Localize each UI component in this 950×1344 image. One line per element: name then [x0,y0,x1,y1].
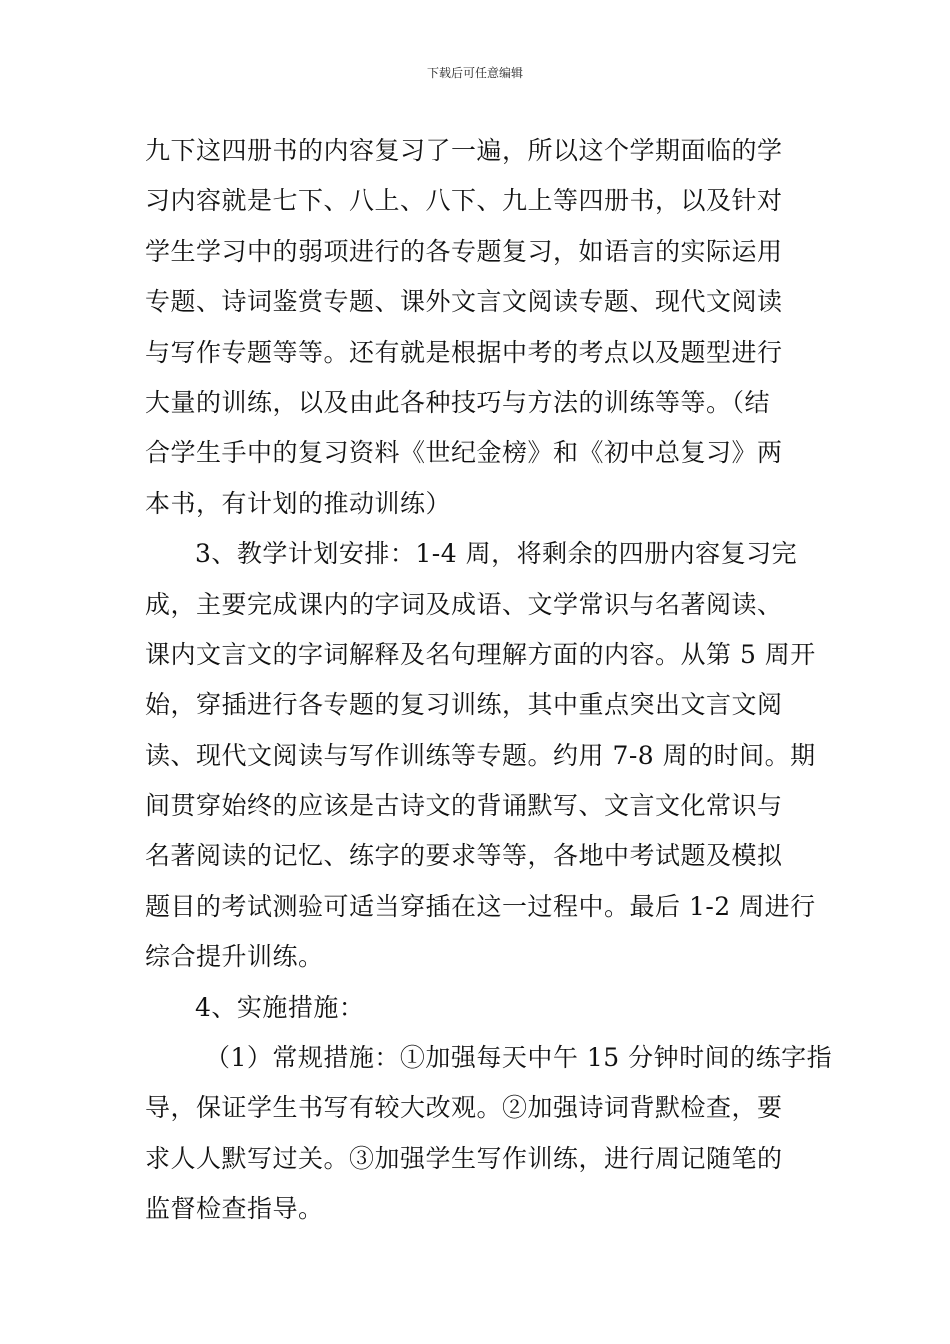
text-line: 求人人默写过关。③加强学生写作训练，进行周记随笔的 [145,1143,783,1173]
text-line: 导，保证学生书写有较大改观。②加强诗词背默检查，要 [145,1093,783,1123]
text-line: 名著阅读的记忆、练字的要求等等，各地中考试题及模拟 [145,841,783,871]
text-line-paragraph-start: 3、教学计划安排：1-4 周，将剩余的四册内容复习完 [195,539,798,569]
text-line: 题目的考试测验可适当穿插在这一过程中。最后 1-2 周进行 [145,891,816,921]
text-line: 九下这四册书的内容复习了一遍，所以这个学期面临的学 [145,136,783,165]
text-line: 间贯穿始终的应该是古诗文的背诵默写、文言文化常识与 [145,791,783,821]
text-line: 课内文言文的字词解释及名句理解方面的内容。从第 5 周开 [145,639,816,669]
text-line: 与写作专题等等。还有就是根据中考的考点以及题型进行 [145,337,783,367]
text-line: 合学生手中的复习资料《世纪金榜》和《初中总复习》两 [145,438,783,468]
text-line: 监督检查指导。 [145,1194,324,1224]
page-header: 下载后可任意编辑 [426,66,523,80]
text-line: 专题、诗词鉴赏专题、课外文言文阅读专题、现代文阅读 [145,287,783,317]
text-line-paragraph-start: （1）常规措施：①加强每天中午 15 分钟时间的练字指 [205,1043,833,1073]
section-heading: 4、实施措施： [195,992,365,1022]
text-line: 大量的训练，以及由此各种技巧与方法的训练等等。（结 [145,387,771,417]
text-line: 本书，有计划的推动训练） [145,488,452,518]
text-line: 读、现代文阅读与写作训练等专题。约用 7-8 周的时间。期 [145,740,816,770]
text-line: 综合提升训练。 [145,942,324,972]
text-line: 学生学习中的弱项进行的各专题复习，如语言的实际运用 [145,236,783,266]
text-line: 始，穿插进行各专题的复习训练，其中重点突出文言文阅 [145,690,783,720]
text-line: 成，主要完成课内的字词及成语、文学常识与名著阅读、 [145,589,783,619]
text-line: 习内容就是七下、八上、八下、九上等四册书，以及针对 [145,186,783,216]
document-body [145,126,833,1235]
